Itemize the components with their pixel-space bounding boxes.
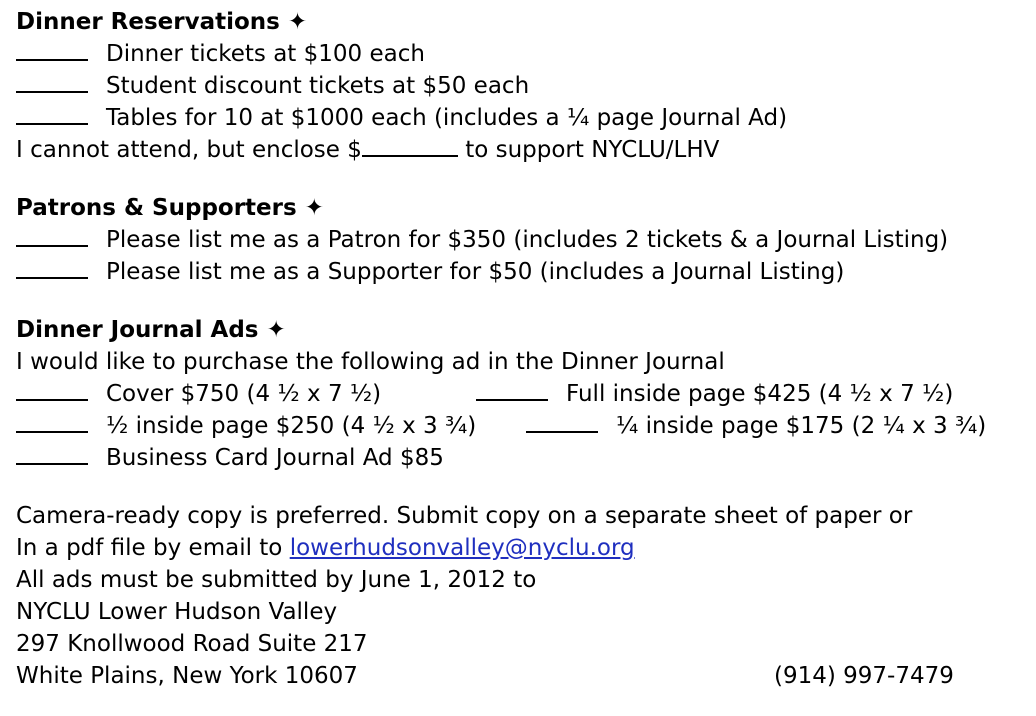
org-name: NYCLU Lower Hudson Valley xyxy=(16,599,338,625)
journal-row-2 xyxy=(16,410,1030,442)
journal-row-1 xyxy=(16,378,1030,410)
address-city-row xyxy=(16,660,1030,692)
address-street xyxy=(16,628,1030,660)
full-page-blank[interactable] xyxy=(476,379,548,401)
tables-row xyxy=(16,102,1030,134)
supporter-label: Please list me as a Supporter for $50 (includes a Journal Listing) xyxy=(106,259,845,285)
star-icon: ✦ xyxy=(287,9,308,35)
half-page-label: ½ inside page $250 (4 ½ x 3 ¾) xyxy=(106,413,477,439)
quarter-page-option xyxy=(526,410,986,442)
quarter-page-label: ¼ inside page $175 (2 ¼ x 3 ¾) xyxy=(616,413,987,439)
tables-blank[interactable] xyxy=(16,103,88,125)
full-page-option xyxy=(476,378,953,410)
journal-row-3 xyxy=(16,442,1030,474)
phone-number: (914) 997-7479 xyxy=(774,663,954,689)
journal-intro-text: I would like to purchase the following ad in the Dinner Journal xyxy=(16,349,725,375)
supporter-row xyxy=(16,256,1030,288)
patron-row xyxy=(16,224,1030,256)
dinner-reservations-heading xyxy=(16,6,1030,38)
student-tickets-blank[interactable] xyxy=(16,71,88,93)
dinner-tickets-row xyxy=(16,38,1030,70)
patron-blank[interactable] xyxy=(16,225,88,247)
patron-label: Please list me as a Patron for $350 (includes 2 tickets & a Journal Listing) xyxy=(106,227,949,253)
star-icon: ✦ xyxy=(304,195,324,221)
student-tickets-row xyxy=(16,70,1030,102)
camera-ready-text: Camera-ready copy is preferred. Submit copy on a separate sheet of paper or xyxy=(16,503,913,529)
pdf-email-text: In a pdf file by email to xyxy=(16,535,290,561)
info-line-3 xyxy=(16,564,1030,596)
quarter-page-blank[interactable] xyxy=(526,411,598,433)
cannot-attend-label: I cannot attend, but enclose $ xyxy=(16,137,362,163)
patrons-title: Patrons & Supporters xyxy=(16,195,297,221)
cover-ad-label: Cover $750 (4 ½ x 7 ½) xyxy=(106,381,382,407)
street-address: 297 Knollwood Road Suite 217 xyxy=(16,631,368,657)
journal-ads-title: Dinner Journal Ads xyxy=(16,317,259,343)
donation-amount-blank[interactable] xyxy=(362,135,458,157)
info-line-1 xyxy=(16,500,1030,532)
dinner-reservations-title: Dinner Reservations xyxy=(16,9,280,35)
full-page-label: Full inside page $425 (4 ½ x 7 ½) xyxy=(566,381,954,407)
cover-ad-blank[interactable] xyxy=(16,379,88,401)
business-card-blank[interactable] xyxy=(16,443,88,465)
city-state-zip: White Plains, New York 10607 xyxy=(16,663,358,689)
business-card-label: Business Card Journal Ad $85 xyxy=(106,445,444,471)
patrons-heading xyxy=(16,192,1030,224)
supporter-blank[interactable] xyxy=(16,257,88,279)
address-org xyxy=(16,596,1030,628)
tables-label: Tables for 10 at $1000 each (includes a ¼ page Journal Ad) xyxy=(106,105,788,131)
star-icon: ✦ xyxy=(266,317,286,343)
cannot-attend-suffix: to support NYCLU/LHV xyxy=(465,137,720,163)
journal-intro xyxy=(16,346,1030,378)
dinner-tickets-blank[interactable] xyxy=(16,39,88,61)
info-line-2 xyxy=(16,532,1030,564)
cannot-attend-row xyxy=(16,134,1030,166)
student-tickets-label: Student discount tickets at $50 each xyxy=(106,73,530,99)
dinner-tickets-label: Dinner tickets at $100 each xyxy=(106,41,425,67)
email-link[interactable]: lowerhudsonvalley@nyclu.org xyxy=(289,535,635,561)
reservation-form xyxy=(16,6,1030,692)
journal-ads-heading xyxy=(16,314,1030,346)
deadline-text: All ads must be submitted by June 1, 2012 to xyxy=(16,567,537,593)
half-page-blank[interactable] xyxy=(16,411,88,433)
